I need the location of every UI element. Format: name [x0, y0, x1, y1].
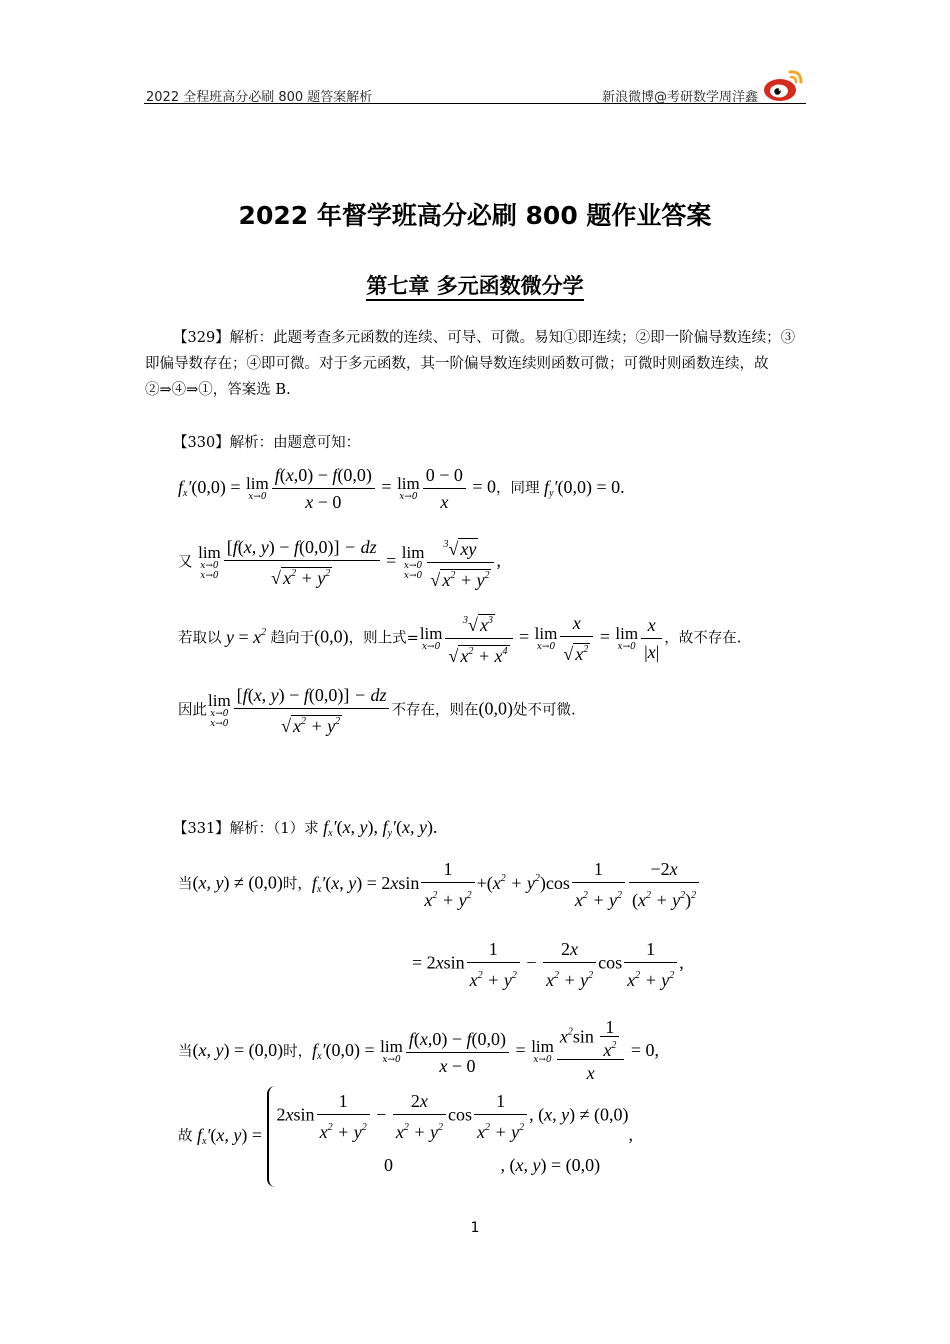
chapter-title [0, 270, 950, 300]
formula: (x, y) = (0,0) [192, 1040, 284, 1060]
q330-line3-mid2: ，则上式= [348, 630, 419, 647]
q330-line4-end: 处不可微. [512, 702, 576, 719]
limit-symbol: lim x→0 [615, 623, 639, 652]
q331-result-prefix: 故 [178, 1128, 193, 1145]
formula: $f_x'(x$, y) = 2xsin [311, 872, 420, 895]
fraction: $\frac{[f(x, y) - f(0,0)] - dz}{√ x^2 + y^2}$ [224, 534, 380, 591]
fraction: $\frac{f(x,0) - f(0,0)}{x - 0}$ [406, 1026, 509, 1079]
q330-line4-prefix: 因此 [178, 702, 207, 719]
q331-intro: 【331】解析：（1）求 $f_x'(x$, y), $f_y'(x$, y). [173, 817, 438, 839]
fraction: $\frac{0 - 0}{x}$ [423, 462, 466, 515]
formula: $f_x'(0,0)$ = [178, 476, 246, 499]
q330-same-text: ，同理 [496, 480, 540, 497]
q330-line3-prefix: 若取以 [178, 630, 222, 647]
limit-symbol: lim x→0 x→0 [208, 690, 231, 729]
limit-symbol: lim x→0 [419, 623, 443, 652]
limit-symbol: lim x→0 [380, 1037, 403, 1065]
q331-intro-text: 【331】解析：（1）求 [173, 821, 319, 837]
q331-case2-prefix: 当 [178, 1044, 193, 1060]
fraction: $\frac{1}{x^2 + y^2}$ [572, 856, 625, 913]
q329-paragraph: 【329】解析：此题考查多元函数的连续、可导、可微。易知①即连续；②即一阶偏导数连续；③即偏导数存在；④即可微。对于多元函数，其一阶偏导数连续则函数可微；可微时则函数连续，故②⇒④⇒①，答案选 B. [145, 330, 796, 398]
q330-line4: 因此 lim x→0 x→0 $\frac{[f(x, y) - f(0,0)] - dz}{√ x^2 + y^2}$ 不存在，则在(0,0)处不可微. [178, 682, 576, 739]
header-right-text: 新浪微博@考研数学周洋鑫 [601, 90, 758, 105]
q330-line2: 又 lim x→0 x→0 $\frac{[f(x, y) - f(0,0)] - dz}{√ x^2 + y^2}$ = lim x→0 x→0 $\frac{^3√ xy}{√ x^2 + y^2}$ , [178, 532, 501, 593]
q330-line4-mid: 不存在，则在 [391, 702, 479, 719]
q330-you: 又 [178, 554, 193, 571]
formula: $f_x'(0,0)$ = [312, 1040, 380, 1062]
fraction: $\frac{^3√ xy}{√ x^2 + y^2}$ [427, 532, 494, 593]
q331-case2-cond: 时， [283, 1044, 313, 1060]
q331-case1-cond: 时， [282, 876, 312, 893]
limit-symbol: lim x→0 [531, 1037, 554, 1065]
header-divider [144, 103, 806, 104]
formula: $f_x'(x$, y) = [192, 1124, 267, 1147]
q331-case1-prefix: 当 [178, 876, 193, 893]
formula: $f_y'(0,0) = 0$. [539, 476, 625, 499]
formula: (x, y) ≠ (0,0) [192, 872, 283, 893]
q331-result: 故 $f_x'(x$, y) = 2xsin $\frac{1}{x^2 + y^2}$ − $\frac{2x}{x^2 + y^2}$ cos $\frac{1}{x^2 + y^2}$ , (x, y) ≠ (0,0) 0 , (x, y) = (0,0) , [178, 1086, 633, 1187]
fraction: $\frac{-2x}{(x^2 + y^2)^2}$ [629, 856, 699, 913]
limit-symbol: lim x→0 [246, 473, 269, 502]
formula: $y = x^2$ [221, 626, 267, 647]
chapter-title-text: 第七章 多元函数微分学 [366, 274, 583, 301]
fraction: $x^2\sin$ $\frac{1}{x^2}$ x [557, 1018, 625, 1086]
fraction: $\frac{x}{√ x^2}$ [560, 610, 593, 667]
fraction: $\frac{1}{x^2 + y^2}$ [624, 936, 677, 993]
q331-case1: 当(x, y) ≠ (0,0)时，$f_x'(x$, y) = 2xsin $\frac{1}{x^2 + y^2}$ $+(x^2 + y^2)\cos$ $\frac{1}{x^2 + y^2}$ $\frac{-2x}{(x^2 + y^2)^2}$ [178, 856, 701, 913]
limit-symbol: lim x→0 [534, 623, 558, 652]
q331-case2: 当(x, y) = (0,0)时，$f_x'(0,0)$ = lim x→0 $\frac{f(x,0) - f(0,0)}{x - 0}$ = lim x→0 $x^2\sin$ $\frac{1}{x^2}$ x = 0, [178, 1018, 659, 1086]
q330-intro: 【330】解析：由题意可知： [173, 435, 361, 451]
limit-symbol: lim x→0 x→0 [198, 542, 221, 581]
page-title: 2022 年督学班高分必刷 800 题作业答案 [238, 201, 712, 230]
limit-symbol: lim x→0 x→0 [401, 542, 425, 581]
piecewise-cases: 2xsin $\frac{1}{x^2 + y^2}$ − $\frac{2x}{x^2 + y^2}$ cos $\frac{1}{x^2 + y^2}$ , (x, y) ≠ (0,0) 0 , (x, y) = (0,0) [267, 1086, 629, 1187]
header-left-text: 2022 全程班高分必刷 800 题答案解析 [146, 90, 373, 105]
q330-line3-end: ，故不存在. [664, 630, 742, 647]
limit-symbol: lim x→0 [397, 473, 420, 502]
q331-case1-simplified: = 2xsin $\frac{1}{x^2 + y^2}$ − $\frac{2x}{x^2 + y^2}$ cos $\frac{1}{x^2 + y^2}$ , [412, 936, 684, 993]
q330-line3: 若取以 $y = x^2$ 趋向于(0,0)，则上式= lim x→0 $\frac{^3√ x^3}{√ x^2 + x^4}$ = lim x→0 $\frac{x}{√ x^2}$ = lim x→0 $\frac{x}{|x|}$ ，故不存在. [178, 608, 741, 669]
page-number: 1 [470, 1220, 480, 1236]
q330-line1: $f_x'(0,0)$ = lim x→0 $\frac{f(x,0) - f(0,0)}{x - 0}$ = lim x→0 $\frac{0 - 0}{x}$ = 0，同理 $f_y'(0,0) = 0$. [178, 462, 625, 515]
weibo-logo-icon [762, 66, 806, 104]
fraction: $\frac{x}{|x|}$ [641, 612, 662, 665]
fraction: $\frac{1}{x^2 + y^2}$ [421, 856, 474, 913]
fraction: $\frac{[f(x, y) - f(0,0)] - dz}{√ x^2 + y^2}$ [234, 682, 390, 739]
fraction: $\frac{^3√ x^3}{√ x^2 + x^4}$ [445, 608, 512, 669]
fraction: $\frac{f(x,0) - f(0,0)}{x - 0}$ [272, 462, 375, 515]
fraction: $\frac{1}{x^2 + y^2}$ [467, 936, 520, 993]
q330-line3-mid: 趋向于 [270, 630, 315, 647]
fraction: $\frac{2x}{x^2 + y^2}$ [543, 936, 596, 993]
